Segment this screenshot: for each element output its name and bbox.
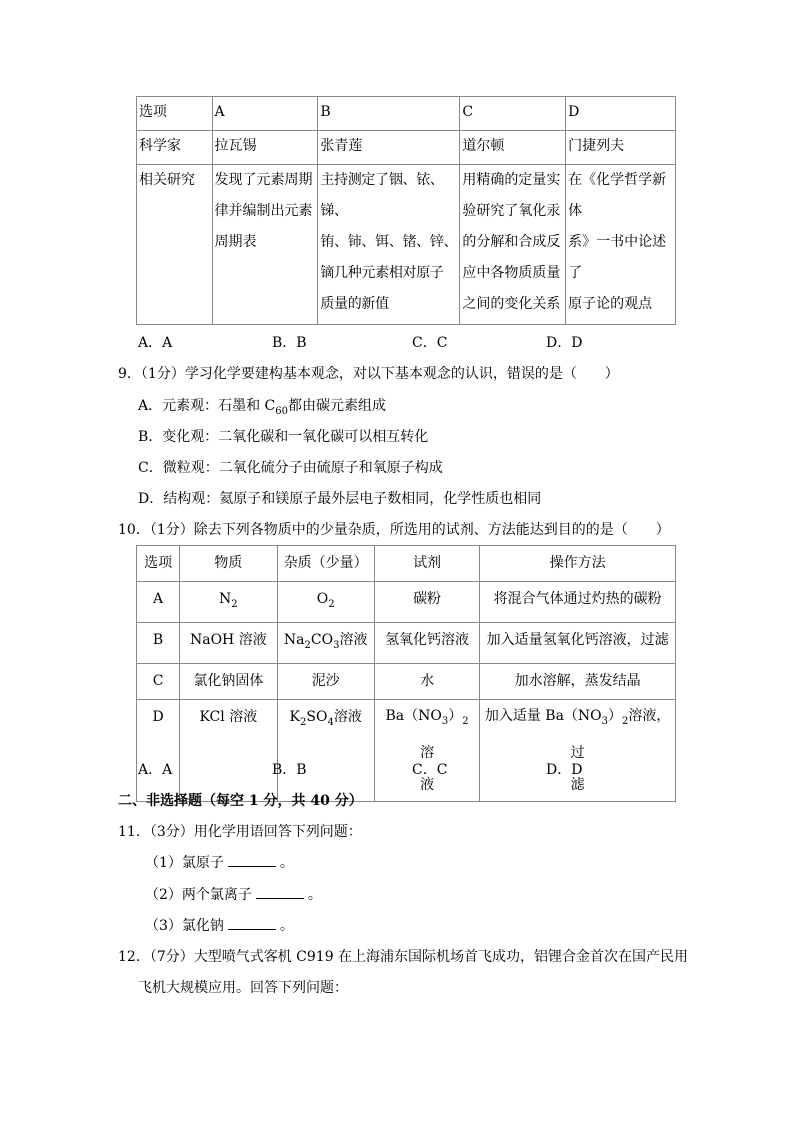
table-cell: $N_2$ — [180, 582, 277, 623]
question-11-stem: 11．（3分）用化学用语回答下列问题： — [118, 824, 362, 840]
table-cell: 泥沙 — [277, 663, 374, 699]
table-header-cell: 操作方法 — [480, 546, 676, 582]
table-header-cell: 选项 — [137, 546, 180, 582]
impurity-table — [136, 545, 676, 802]
table-cell: 氯化钠固体 — [180, 663, 277, 699]
option-d[interactable]: D．D — [546, 762, 583, 778]
section-heading: 二、非选择题（每空 1 分，共 40 分） — [118, 793, 363, 809]
question-12-stem-line2: 飞机大规模应用。回答下列问题： — [138, 980, 348, 996]
table-header-cell: 杂质（少量） — [277, 546, 374, 582]
answer-blank[interactable] — [228, 854, 276, 867]
table-cell: $K_2SO_4$溶液 — [277, 699, 374, 802]
option-a[interactable]: A．A — [138, 762, 173, 778]
table-cell: $O_2$ — [277, 582, 374, 623]
row-label: 相关研究 — [137, 165, 213, 325]
table-row — [137, 622, 676, 663]
scientist-table — [136, 96, 676, 325]
option-b[interactable]: B．变化观：二氧化碳和一氧化碳可以相互转化 — [138, 429, 429, 445]
table-cell: 水 — [374, 663, 479, 699]
table-cell: 加入适量 $Ba(NO_3)_2$溶液，过 滤 — [480, 699, 676, 802]
question-10-stem: 10．（1分）除去下列各物质中的少量杂质，所选用的试剂、方法能达到目的的是（ ） — [118, 522, 670, 538]
option-c[interactable]: C．C — [412, 762, 448, 778]
option-d[interactable]: D．D — [546, 335, 583, 351]
option-b[interactable]: B．B — [272, 335, 307, 351]
table-row — [137, 582, 676, 623]
table-cell: $Na_2CO_3$溶液 — [277, 622, 374, 663]
table-cell: C — [137, 663, 180, 699]
option-c[interactable]: C．微粒观：二氧化硫分子由硫原子和氧原子构成 — [138, 460, 443, 476]
table-header-cell: 试剂 — [374, 546, 479, 582]
table-cell: 道尔顿 — [460, 131, 566, 165]
table-cell: 加水溶解，蒸发结晶 — [480, 663, 676, 699]
table-cell: 张青莲 — [318, 131, 460, 165]
answer-blank[interactable] — [228, 917, 276, 930]
option-b[interactable]: B．B — [272, 762, 307, 778]
table-cell: 拉瓦锡 — [212, 131, 318, 165]
table-cell: 在《化学哲学新体 系》一书中论述了 原子论的观点 — [566, 165, 676, 325]
table-cell: A — [137, 582, 180, 623]
row-label: 科学家 — [137, 131, 213, 165]
table-row — [137, 699, 676, 802]
table-cell: 将混合气体通过灼热的碳粉 — [480, 582, 676, 623]
table-cell: $Ba(NO_3)_2$ 溶 液 — [374, 699, 479, 802]
table-cell: B — [137, 622, 180, 663]
table-cell: D — [137, 699, 180, 802]
table-header-cell: 选项 — [137, 97, 213, 131]
option-a[interactable]: A．A — [138, 335, 173, 351]
table-cell: NaOH 溶液 — [180, 622, 277, 663]
fill-item: （2）两个氯离子 。 — [145, 887, 322, 903]
option-a[interactable]: A．元素观：石墨和 $C_{60}$都由碳元素组成 — [138, 398, 387, 417]
table-cell: 用精确的定量实 验研究了氧化汞 的分解和合成反 应中各物质质量 之间的变化关系 — [460, 165, 566, 325]
table-cell: 加入适量氢氧化钙溶液，过滤 — [480, 622, 676, 663]
table-cell: 主持测定了铟、铱、锑、 铕、铈、铒、锗、锌、 镝几种元素相对原子 质量的新值 — [318, 165, 460, 325]
table-header-cell: B — [318, 97, 460, 131]
table-cell: 碳粉 — [374, 582, 479, 623]
table-cell: 门捷列夫 — [566, 131, 676, 165]
fill-item: （3）氯化钠 。 — [145, 918, 294, 934]
fill-item: （1）氯原子 。 — [145, 855, 294, 871]
option-d[interactable]: D．结构观：氦原子和镁原子最外层电子数相同，化学性质也相同 — [138, 491, 542, 507]
table-header-cell: 物质 — [180, 546, 277, 582]
table-header-cell: C — [460, 97, 566, 131]
table-cell: 发现了元素周期 律并编制出元素 周期表 — [212, 165, 318, 325]
table-header-cell: D — [566, 97, 676, 131]
answer-blank[interactable] — [256, 886, 304, 899]
table-cell: 氢氧化钙溶液 — [374, 622, 479, 663]
question-9-stem: 9．（1分）学习化学要建构基本观念，对以下基本观念的认识，错误的是（ ） — [118, 366, 619, 382]
option-c[interactable]: C．C — [412, 335, 448, 351]
question-12-stem: 12．（7分）大型喷气式客机 C919 在上海浦东国际机场首飞成功，铝锂合金首次在国产民用 — [118, 949, 689, 965]
table-header-cell: A — [212, 97, 318, 131]
table-cell: KCl 溶液 — [180, 699, 277, 802]
table-row — [137, 663, 676, 699]
